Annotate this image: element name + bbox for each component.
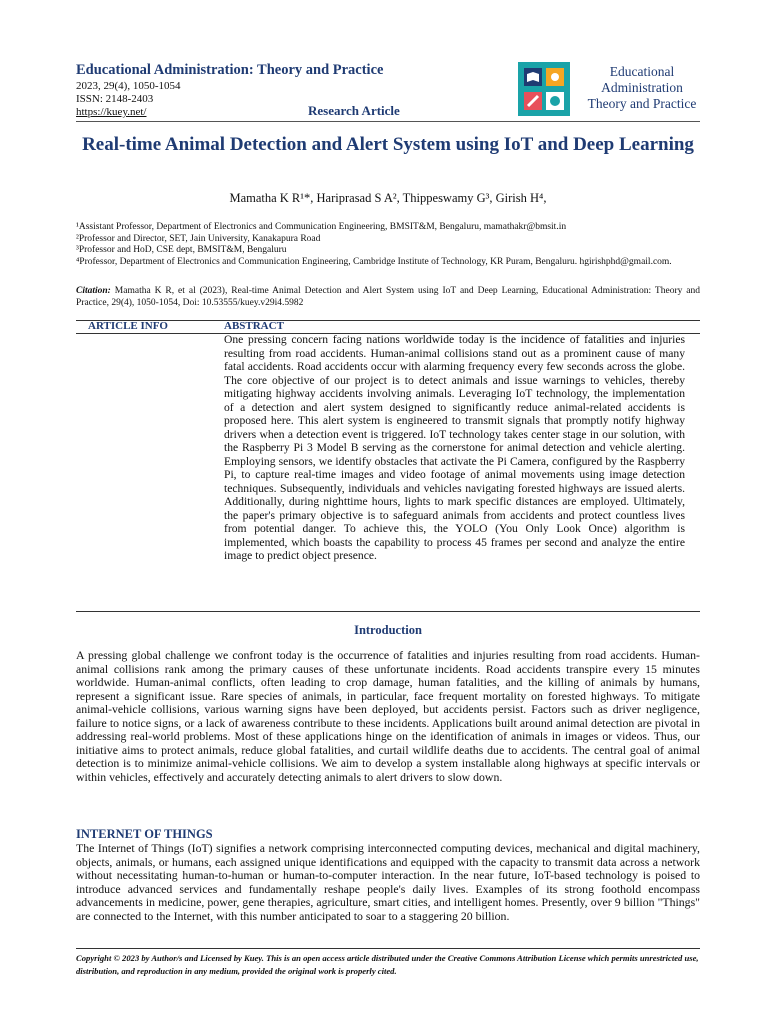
logo-text — [572, 64, 712, 112]
logo-line-1: Educational — [609, 64, 675, 79]
section-label: Research Article — [308, 103, 400, 118]
abstract-bottom-rule — [76, 611, 700, 612]
iot-heading: INTERNET OF THINGS — [76, 827, 213, 841]
copyright-footer: Copyright © 2023 by Author/s and Licensed by Kuey. This is an open access article distributed under the Creative Commons Attribution License which permits unrestricted use, distribution, and reproduction in any medium, provided the original work is properly cited. — [76, 953, 699, 976]
abstract-text: One pressing concern facing nations worldwide today is the incidence of fatalities and injuries resulting from road accidents. Human-animal collisions stand out as a prominent cause of many fatal accidents. Road accidents occur with alarming frequency every few seconds across the globe. The core objective of our project is to detect animals and issue warnings to vehicles, thereby mitigating highway accidents involving animals. Leveraging IoT technology, the implementation of a detection and alert system designed to significantly reduce animal-related accidents is proposed here. This alert system is engineered to transmit signals that promptly notify highway drivers when a detection event is triggered. IoT technology takes center stage in our solution, with the Raspberry Pi 3 Model B serving as the cornerstone for animal detection and vehicle alerting. Employing sensors, we identify obstacles that activate the Pi Camera, configured by the Raspberry Pi, to capture real-time images and video footage of animal movements using image detection techniques. Subsequently, individuals and vehicles navigating forested highways are issued alerts. Additionally, during nighttime hours, lights to mark specific distances are employed. Ultimately, the paper's primary objective is to safeguard animals from accidents and protect countless lives from potential danger. To achieve this, the YOLO (You Only Look Once) algorithm is implemented, which boasts the capability to process 45 frames per second and analyze the entire image to predict object presence. — [224, 333, 685, 562]
logo-line-3: Theory and Practice — [587, 96, 697, 111]
affiliation-1: ¹Assistant Professor, Department of Electronics and Communication Engineering, BMSIT&M, Bengaluru, mamathakr@bmsit.in — [76, 222, 567, 232]
affiliation-2: ²Professor and Director, SET, Jain University, Kanakapura Road — [76, 233, 321, 244]
citation-text: Mamatha K R, et al (2023), Real-time Animal Detection and Alert System using IoT and Deep Learning, Educational Administration: Theory and Practice, 29(4), 1050-1054, Doi: 10.53555/kuey.v29i4.5982 — [76, 286, 701, 308]
volume-pages: 2023, 29(4), 1050-1054 — [76, 80, 181, 92]
paper-title: Real-time Animal Detection and Alert System using IoT and Deep Learning — [82, 134, 694, 155]
abstract-label: ABSTRACT — [224, 320, 284, 332]
affiliations — [76, 222, 700, 268]
logo-line-2: Administration — [601, 80, 683, 95]
authors: Mamatha K R¹*, Hariprasad S A², Thippeswamy G³, Girish H⁴, — [229, 191, 547, 205]
iot-text: The Internet of Things (IoT) signifies a network comprising interconnected computing devices, mechanical and digital machinery, objects, animals, or humans, each assigned unique identifications and equipped with the capacity to transmit data across a network without necessitating human-to-human or human-to-computer interaction. In the near future, IoT-based technology is poised to introduce advanced services and fundamentally reshape people's daily lives. Examples of its strong foothold encompass advancements in medicine, power, gene therapies, agriculture, smart cities, and intelligent homes. Presently, over 9 billion "Things" are connected to the Internet, with this number anticipated to soar to a staggering 20 billion. — [76, 841, 700, 923]
journal-link[interactable]: https://kuey.net/ — [76, 106, 147, 118]
affiliation-4: ⁴Professor, Department of Electronics and Communication Engineering, Cambridge Institute of Technology, KR Puram, Bengaluru. hgirishphd@gmail.com. — [76, 256, 672, 267]
journal-title: Educational Administration: Theory and Practice — [76, 62, 384, 78]
article-info-label: ARTICLE INFO — [88, 320, 168, 332]
introduction-heading: Introduction — [354, 623, 422, 637]
affiliation-3: ³Professor and HoD, CSE dept, BMSIT&M, Bengaluru — [76, 245, 287, 255]
citation-label: Citation: — [76, 286, 111, 296]
introduction-text: A pressing global challenge we confront today is the occurrence of fatalities and injuries resulting from road accidents. Human-animal collisions rank among the primary causes of these unfortunate incidents. Road accidents transpire every 15 minutes worldwide. Human-animal conflicts, often leading to crop damage, human fatalities, and the killing of animals by humans, represent a significant issue. Rare species of animals, in particular, face frequent mortality on forested highways. To mitigate animal-vehicle collisions, various warning signs have been deployed, but accidents persist. Factors such as driver negligence, failure to notice signs, or a lack of awareness contribute to these incidents. Applications built around animal detection are pivotal in addressing real-world problems. Most of these applications hinge on the identification of animals in images or videos. Thus, our initiative aims to protect animals, reduce global fatalities, and curtail wildlife deaths due to accidents. The central goal of animal detection is to minimize animal-vehicle collisions. We aim to develop a system installable along highways at specific intervals or within vehicles, effectively and accurately detecting animals to alert drivers to slow down. — [76, 648, 700, 784]
header-divider — [76, 121, 700, 122]
abstract-top-rule — [76, 320, 700, 321]
footer-divider — [76, 948, 700, 949]
citation — [76, 285, 700, 309]
issn: ISSN: 2148-2403 — [76, 93, 154, 105]
